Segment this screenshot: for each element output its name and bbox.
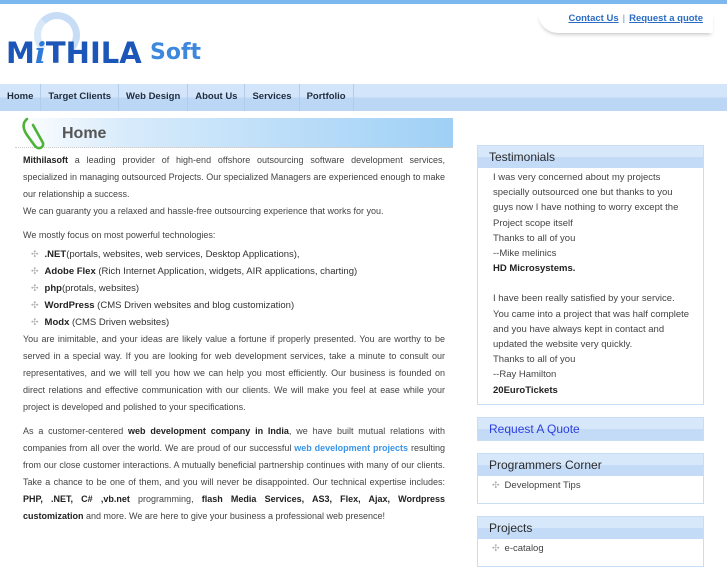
bullet-icon: ✣ xyxy=(31,249,39,259)
projects-title: Projects xyxy=(478,517,703,539)
testimonial: I was very concerned about my projects specially outsourced one but thanks to you guys now I have nothing to worry except the Project scope itself Thanks to all of you --Mike melinics HD Microsystems. xyxy=(493,172,679,275)
testimonials-title: Testimonials xyxy=(478,146,703,168)
customer-paragraph: As a customer-centered web development company in India, we have built mutual relations with companies from all over the world. We are proud of our successful web development projects resulting from our close customer interactions. A mutually beneficial partnership continues with many of our clients. Take a chance to be one of them, and you will never be disappointed. Our technical expertise includes: PHP, .NET, C# ,vb.net programming, flash Media Services, AS3, Flex, Ajax, Wordpress customization and more. We are here to give your business a professional web presence! xyxy=(23,426,445,521)
programmers-corner-list xyxy=(478,476,703,503)
nav-about-us[interactable]: About Us xyxy=(188,84,245,111)
bullet-icon: ✣ xyxy=(31,266,39,276)
bullet-icon: ✣ xyxy=(31,300,39,310)
top-links-separator: | xyxy=(622,13,626,24)
main-content xyxy=(15,118,453,532)
projects-box xyxy=(477,516,704,567)
nav-target-clients[interactable]: Target Clients xyxy=(41,84,119,111)
web-development-projects-link[interactable]: web development projects xyxy=(294,443,409,453)
e-catalog-link[interactable]: ✣ e-catalog xyxy=(492,542,544,554)
inimitable-paragraph: You are inimitable, and your ideas are likely value a fortune if properly presented. You are worthy to be served in a special way. If you are looking for web development services, take a minute to consult our representatives, and we will tell you how we can help you most efficiently. Our business is founded on direct relations and effective communication with our clients. We will make you feel at ease while your project is developed and polished to your specifications. xyxy=(23,334,445,412)
development-tips-link[interactable]: ✣ Development Tips xyxy=(492,479,581,491)
nav-portfolio[interactable]: Portfolio xyxy=(300,84,354,111)
top-links xyxy=(538,11,713,33)
request-quote-button[interactable]: Request A Quote xyxy=(478,418,703,440)
logo-soft: Soft xyxy=(150,40,202,65)
programmers-corner-box xyxy=(477,453,704,504)
logo-wordmark: MiTHILA xyxy=(6,36,142,70)
nav-home[interactable]: Home xyxy=(0,84,41,111)
list-item: ✣ WordPress (CMS Driven websites and blog customization) xyxy=(31,300,295,311)
list-item: ✣ Modx (CMS Driven websites) xyxy=(31,317,170,328)
testimonials-box xyxy=(477,145,704,405)
home-content xyxy=(15,148,453,525)
page-title-bar xyxy=(15,118,453,148)
main-nav xyxy=(0,84,727,111)
testimonial: I have been really satisfied by your service. You came into a project that was half complete and you have always kept in contact and updated the website very quickly. Thanks to all of you --Ray Hamilton 20EuroTickets xyxy=(493,293,690,396)
projects-list xyxy=(478,539,703,566)
bullet-icon: ✣ xyxy=(492,542,500,553)
intro-paragraph: Mithilasoft a leading provider of high-end offshore outsourcing software development services, specialized in managing outsourced Projects. Our specialized Managers are experienced enough to make our relationship a success. xyxy=(23,155,445,199)
technology-list xyxy=(31,246,445,331)
list-item: ✣ php(protals, websites) xyxy=(31,283,140,294)
bullet-icon: ✣ xyxy=(31,317,39,327)
page-title: Home xyxy=(62,125,107,142)
testimonial-company: 20EuroTickets xyxy=(493,384,558,396)
list-item: ✣ Adobe Flex (Rich Internet Application, widgets, AIR applications, charting) xyxy=(31,266,358,277)
list-item: ✣ .NET(portals, websites, web services, Desktop Applications), xyxy=(31,249,300,260)
guarantee-paragraph: We can guaranty you a relaxed and hassle-free outsourcing experience that works for you. xyxy=(23,206,384,216)
bullet-icon: ✣ xyxy=(492,479,500,490)
nav-services[interactable]: Services xyxy=(245,84,299,111)
bullet-icon: ✣ xyxy=(31,283,39,293)
contact-us-link[interactable]: Contact Us xyxy=(568,13,619,24)
paperclip-icon xyxy=(19,115,49,151)
header xyxy=(0,4,727,84)
request-quote-link[interactable]: Request a quote xyxy=(629,13,703,24)
testimonial-company: HD Microsystems. xyxy=(493,263,576,275)
request-quote-box xyxy=(477,417,704,441)
mithilasoft-logo[interactable] xyxy=(6,10,216,80)
sidebar xyxy=(477,145,704,579)
testimonials-body xyxy=(478,168,703,404)
programmers-corner-title: Programmers Corner xyxy=(478,454,703,476)
nav-web-design[interactable]: Web Design xyxy=(119,84,188,111)
focus-heading: We mostly focus on most powerful technologies: xyxy=(23,230,216,240)
